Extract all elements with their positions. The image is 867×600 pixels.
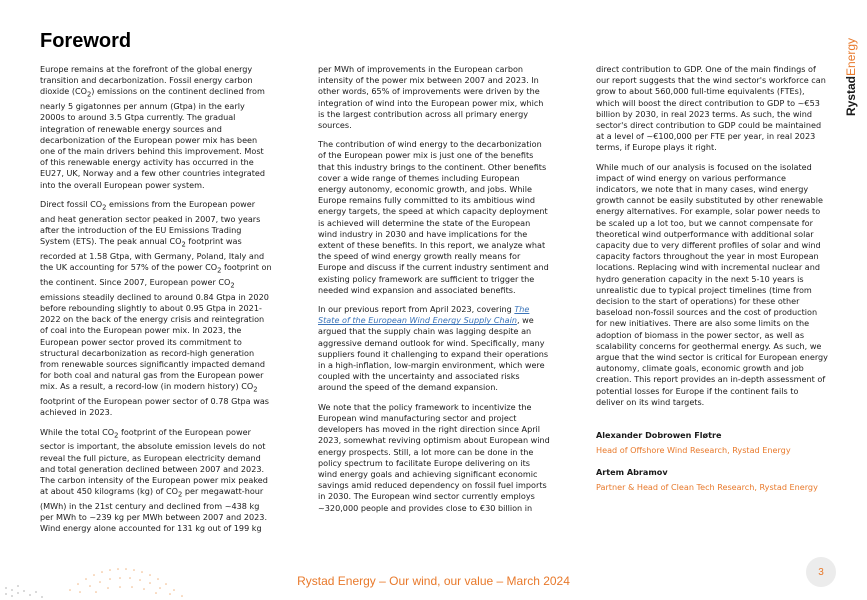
footer-text: Rystad Energy – Our wind, our value – March 2024 xyxy=(297,574,570,588)
paragraph: While the total $CO_2$ footprint of the European power sector is important, the absolute emission levels do not reveal the full picture, as European electricity demand and total generation declined between 2007 and 2023. The carbon intensity of the European power mix peaked at about 450 kilograms (kg) of $CO_2$ per megawatt-hour (MWh) in the 21st century and declined from ~438 kg per MWh to ~239 kg per MWh between 2007 and 2023. Wind energy alone accounted for 131 kg out of 199 kg xyxy=(40,426,268,534)
author-block xyxy=(596,430,828,493)
paragraph: We note that the policy framework to incentivize the European wind manufacturing sector and project developers has moved in the right direction since April 2023, somewhat reviving optimism about European wind energy prospects. Still, a lot more can be done in the policy spectrum to facilitate Europe delivering on its wind energy goals and achieving significant economic savings amid reduced dependency on fossil fuel imports in 2030. The European wind sector currently employs ~320,000 people and provides close to €30 billion in xyxy=(318,401,550,513)
page-title: Foreword xyxy=(40,30,132,52)
column-3 xyxy=(596,64,828,503)
author-role: Partner & Head of Clean Tech Research, Rystad Energy xyxy=(596,481,818,492)
paragraph: per MWh of improvements in the European carbon intensity of the power mix between 2007 and 2023. In other words, 65% of improvements were driven by the integration of wind into the European power mix, which is the largest contribution across all primary energy sources. xyxy=(318,64,544,131)
report-link[interactable]: The State of the European Wind Energy Supply Chain xyxy=(318,304,530,326)
author-role: Head of Offshore Wind Research, Rystad Energy xyxy=(596,445,791,456)
paragraph: direct contribution to GDP. One of the main findings of our report suggests that the wind sector's workforce can grow to about 560,000 full-time equivalents (FTEs), which will boost the direct contribution to GDP to ~€53 billion by 2030, in real 2023 terms. As such, the wind sector's direct contribution to GDP could be maintained at a level of ~€100,000 per FTE per year, in real 2023 terms, if Europe plays it right. xyxy=(596,64,826,153)
paragraph: Direct fossil $CO_2$ emissions from the European power and heat generation sector peaked in 2007, two years after the introduction of the EU Emissions Trading System (ETS). The peak annual $CO_2$ footprint was recorded at 1.58 Gtpa, with Germany, Poland, Italy and the UK accounting for 57% of the power $CO_2$ footprint on the continent. Since 2007, European power $CO_2$ emissions steadily declined to around 0.84 Gtpa in 2020 before rebounding slightly to about 0.95 Gtpa in 2021-2022 on the back of the energy crisis and reintegration of coal into the European power mix. In 2023, the European power sector proved its commitment to structural decarbonization as record-high generation from renewable sources significantly impacted demand for both coal and natural gas from the European power mix. As a result, a record-low (in modern history) $CO_2$ footprint of the European power sector of 0.78 Gtpa was achieved in 2023. xyxy=(40,198,272,418)
paragraph: In our previous report from April 2023, covering The State of the European Wind Energy Supply Chain, we argued that the supply chain was lagging despite an aggressive demand outlook for wind. Specifically, many suppliers found it challenging to expand their operations in a high-inflation, low-margin environment, which were coupled with the uncertainty and associated risks around the speed of the demand expansion. xyxy=(318,304,549,393)
paragraph: The contribution of wind energy to the decarbonization of the European power mix is just one of the benefits that this industry brings to the continent. Other benefits cover a wide range of themes including European energy autonomy, economic growth, and jobs. While Europe remains fully committed to its ambitious wind energy targets, the speed at which capacity deployment is achieved will determine the state of the European wind industry in 2030 and have implications for the extent of these benefits. In this report, we analyze what the speed of wind energy growth really means for Europe and discuss if the current industry sentiment and existing policy framework are sufficient to trigger the needed wind expansion and associated benefits. xyxy=(318,139,549,295)
author-name: Artem Abramov xyxy=(596,466,668,477)
column-2 xyxy=(318,64,550,522)
page-number-badge: 3 xyxy=(806,557,836,587)
svg-text:RystadEnergy xyxy=(844,38,858,116)
paragraph: Europe remains at the forefront of the global energy transition and decarbonization. Fossil energy carbon dioxide $(CO_2)$ emissions on the continent declined from nearly 5 gigatonnes per annum (Gtpa) in the early 2000s to around 3.5 Gtpa currently. The gradual integration of renewable energy sources and decarbonization of the European power mix has been one of the main drivers behind this improvement. Most of this renewable energy activity has occurred in the EU27, UK, Norway and a few other countries integrated into the overall European power system. xyxy=(40,64,266,190)
author-name: Alexander Dobrowen Fløtre xyxy=(596,430,722,441)
column-1 xyxy=(40,64,272,543)
brand-part1: Rystad xyxy=(844,75,858,116)
paragraph: While much of our analysis is focused on the isolated impact of wind energy on various performance indicators, we note that in many cases, wind energy growth cannot be easily substituted by other renewable energy alternatives. For example, solar power needs to be scaled up a lot too, but we cannot compensate for theoretical wind outperformance with additional solar capacity due to very different profiles of solar and wind capacity factors throughout the year in most European locations. Replacing wind with incremental nuclear and hydro generation capacity in the next 5-10 years is unrealistic due to typical project timelines (time from decision to the start of operations) for these other baseload non-fossil sources and the cost of production for new initiatives. There are also some limits on the adoption of biomass in the power sector, as well as scalability concerns for geothermal energy. As such, we argue that the wind sector is critical for European energy autonomy, climate goals, economic growth and job creation. This report provides an in-depth assessment of potential losses for Europe if the continent fails to deliver on its wind targets. xyxy=(596,161,828,407)
brand-part2: Energy xyxy=(844,37,858,76)
brand-logo xyxy=(843,36,859,116)
